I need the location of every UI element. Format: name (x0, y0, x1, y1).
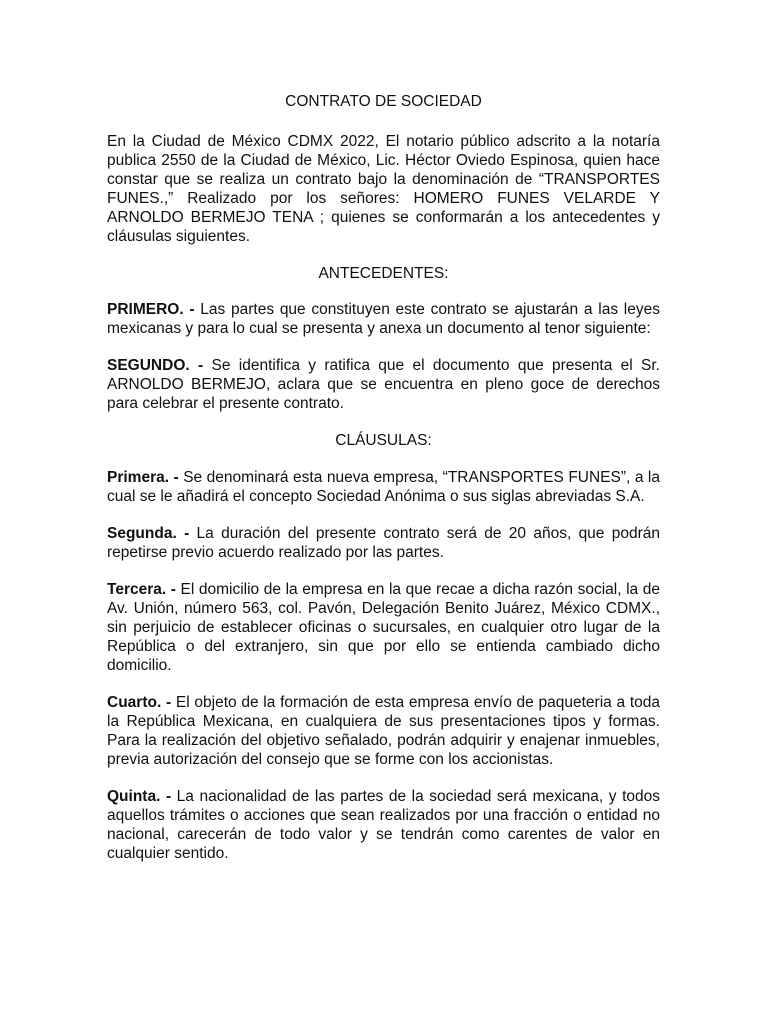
clause-dash: - (176, 524, 197, 542)
clausula-quinta (107, 787, 660, 863)
intro-paragraph: En la Ciudad de México CDMX 2022, El notario público adscrito a la notaría publica 2550 de la Ciudad de México, Lic. Héctor Oviedo Espinosa, quien hace constar que se realiza un contrato bajo la denominación de “TRANSPORTES FUNES.,” Realizado por los señores: HOMERO FUNES VELARDE Y ARNOLDO BERMEJO TENA ; quienes se conformarán a los antecedentes y cláusulas siguientes. (107, 132, 660, 245)
antecedente-segundo (107, 356, 660, 413)
clausula-text: El domicilio de la empresa en la que recae a dicha razón social, la de Av. Unión, número 563, col. Pavón, Delegación Benito Juárez, México CDMX., sin perjuicio de establecer oficinas o sucursales, en cualquier otro lugar de la República o del extranjero, sin que por ello se entienda cambiado dicho domicilio. (107, 580, 661, 674)
clausula-text: Se denominará esta nueva empresa, “TRANSPORTES FUNES”, a la cual se le añadirá el concepto Sociedad Anónima o sus siglas abreviadas S.A. (107, 468, 660, 505)
clause-dash: - (169, 468, 184, 486)
clause-dash: - (161, 693, 176, 711)
antecedente-label: SEGUNDO. (107, 357, 190, 374)
antecedente-text: Las partes que constituyen este contrato se ajustarán a las leyes mexicanas y para lo cual se presenta y anexa un documento al tenor siguiente: (107, 301, 660, 337)
antecedente-label: PRIMERO. (107, 301, 184, 318)
antecedentes-heading: ANTECEDENTES: (318, 264, 449, 282)
clausula-label: Segunda. (107, 524, 177, 542)
document-title: CONTRATO DE SOCIEDAD (285, 93, 482, 110)
clausula-tercera (107, 580, 660, 675)
clause-dash: - (160, 787, 177, 805)
clausula-cuarto (107, 693, 660, 769)
clausula-label: Tercera. (107, 580, 167, 598)
clausula-primera (107, 468, 660, 506)
antecedente-primero (107, 300, 660, 338)
clause-dash: - (166, 580, 181, 598)
clausula-label: Quinta. (107, 787, 161, 805)
clause-dash: - (183, 301, 201, 318)
clausula-text: La duración del presente contrato será de 20 años, que podrán repetirse previo acuerdo realizado por las partes. (107, 524, 660, 561)
clausula-text: La nacionalidad de las partes de la sociedad será mexicana, y todos aquellos trámites o acciones que sean realizados por una fracción o entidad no nacional, carecerán de todo valor y se tendrán como carentes de valor en cualquier sentido. (107, 787, 660, 862)
antecedente-text: Se identifica y ratifica que el documento que presenta el Sr. ARNOLDO BERMEJO, aclara que se encuentra en pleno goce de derechos para celebrar el presente contrato. (107, 357, 660, 412)
clause-dash: - (189, 357, 212, 374)
clausula-label: Cuarto. (107, 693, 162, 711)
clausula-text: El objeto de la formación de esta empresa envío de paqueteria a toda la República Mexicana, en cualquiera de sus presentaciones tipos y formas. Para la realización del objetivo señalado, podrán adquirir y enajenar inmuebles, previa autorización del consejo que se forme con los accionistas. (107, 693, 661, 768)
clausulas-heading: CLÁUSULAS: (335, 432, 432, 449)
clausula-segunda (107, 524, 660, 562)
clausula-label: Primera. (107, 468, 170, 486)
